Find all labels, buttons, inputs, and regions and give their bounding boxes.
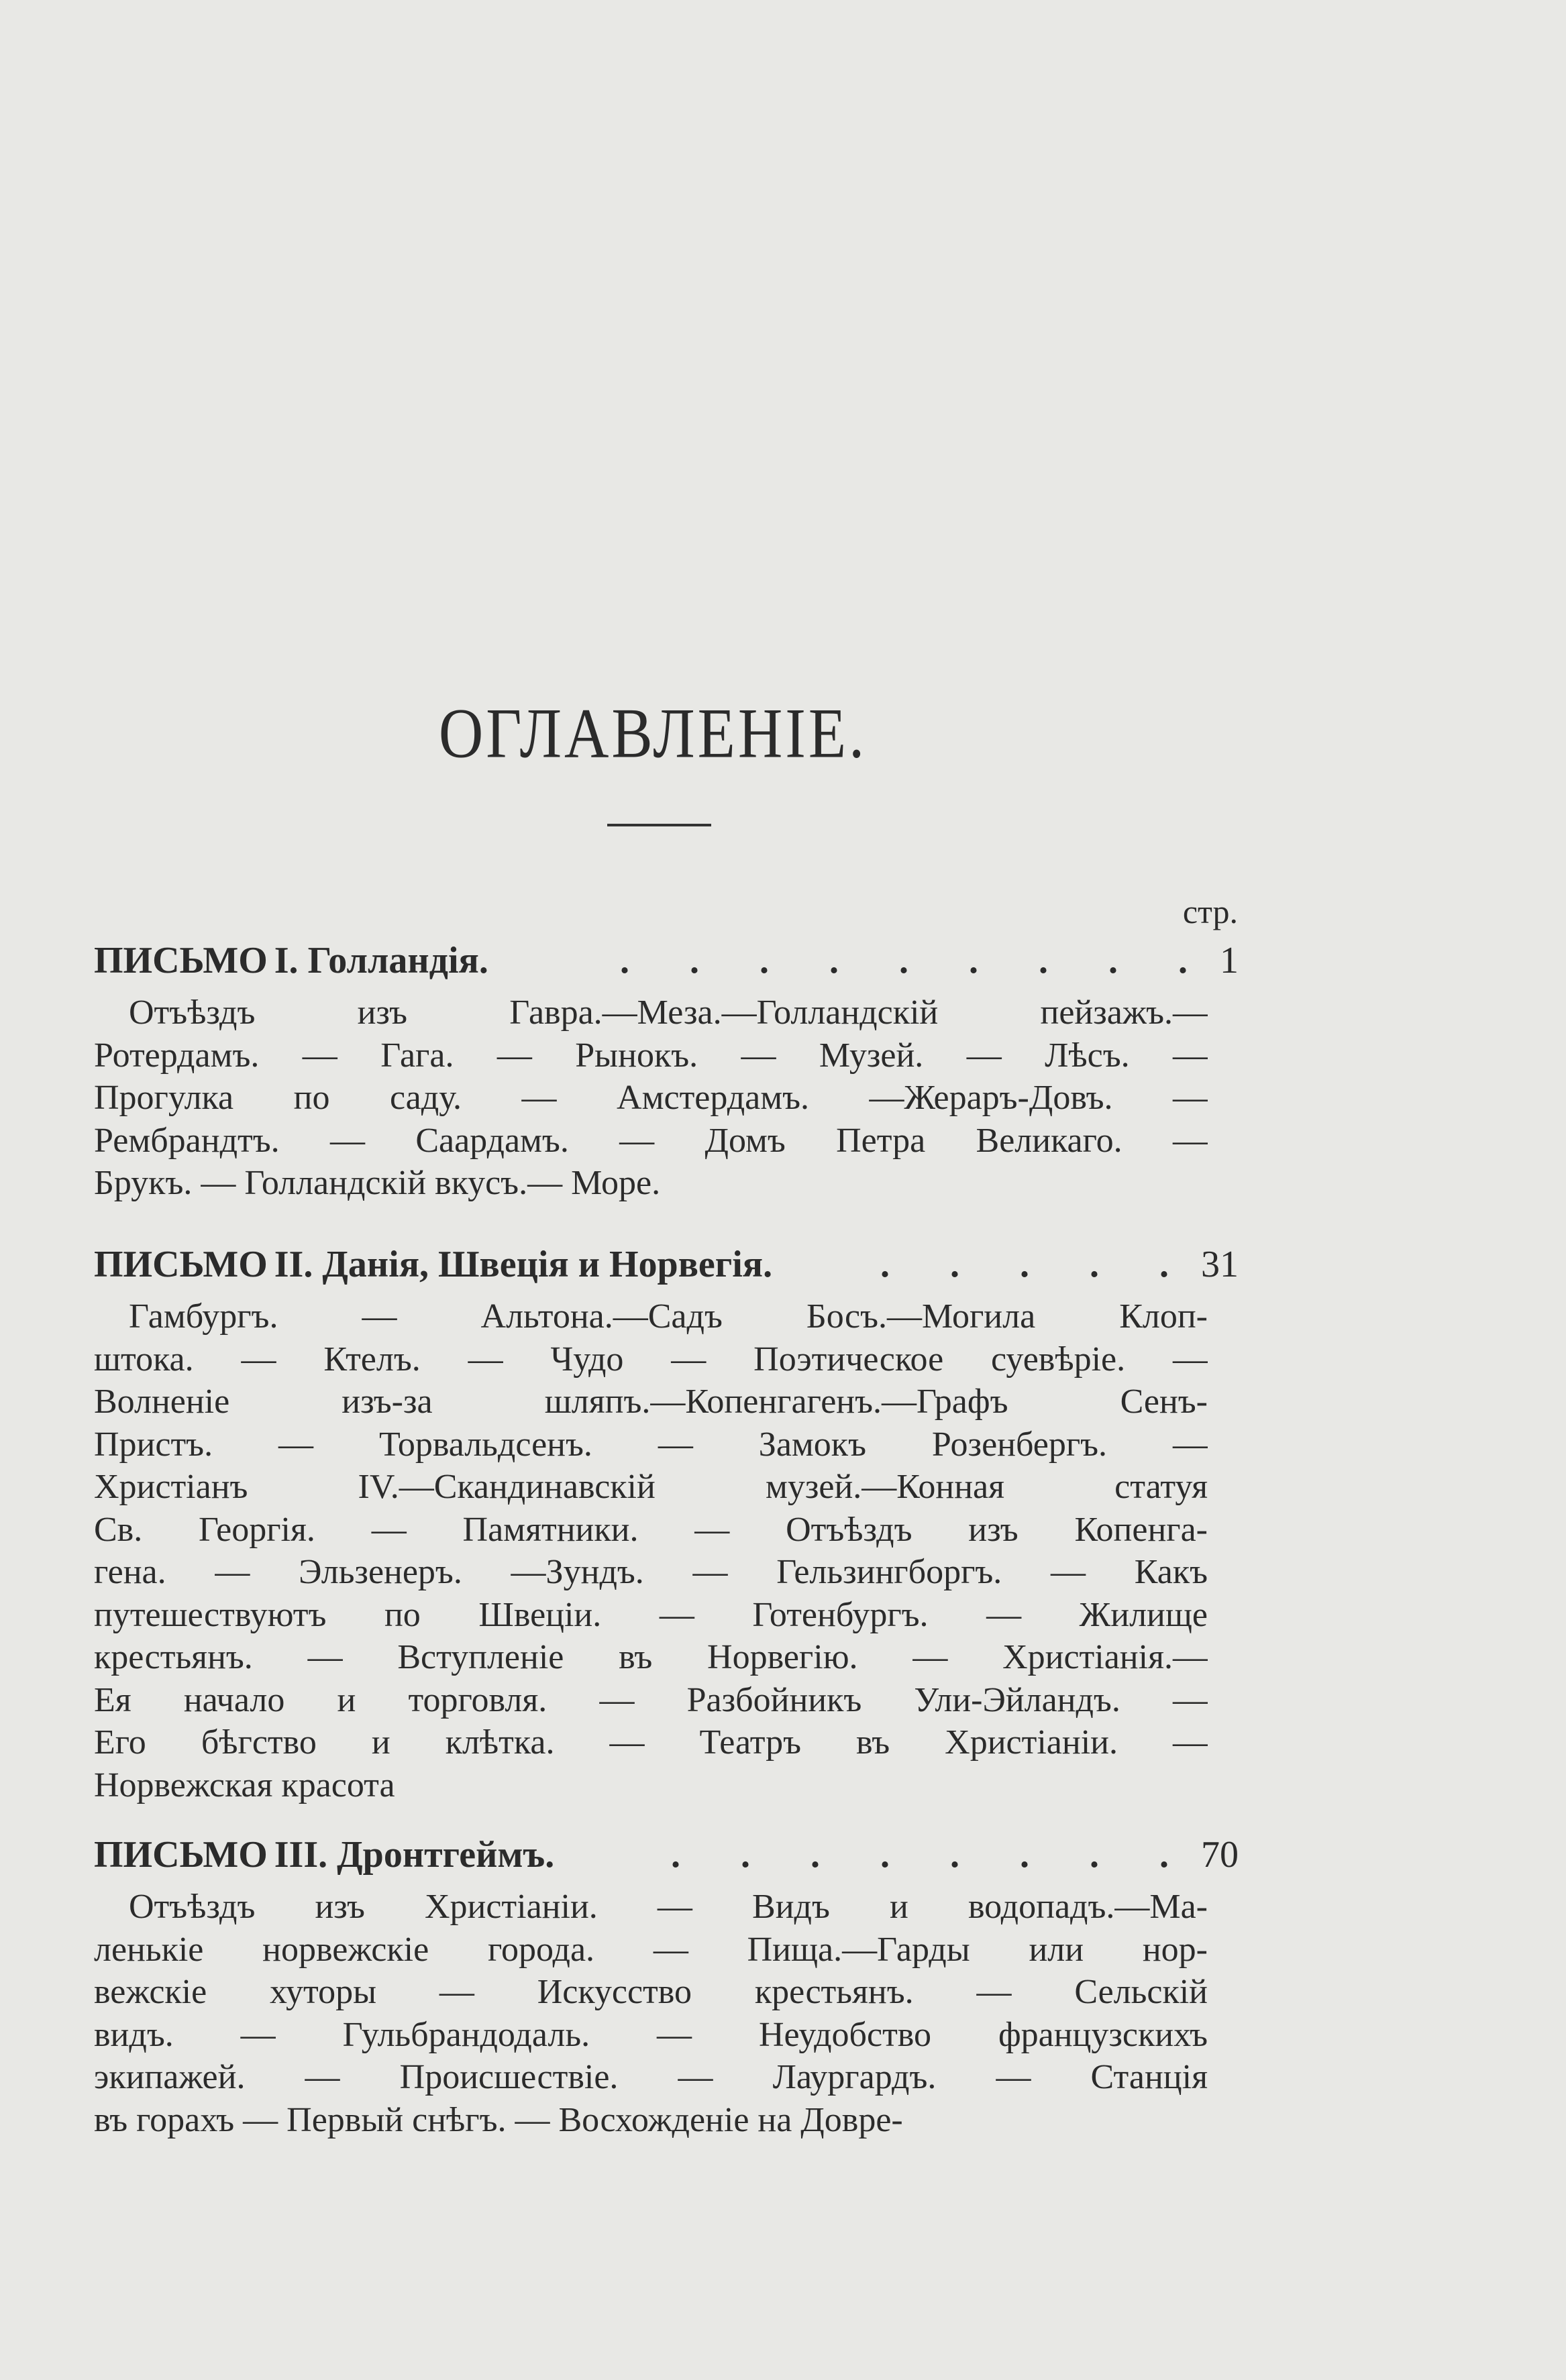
summary-line: Пристъ. — Торвальдсенъ. — Замокъ Розенбергъ. —: [94, 1425, 1208, 1464]
summary-line: Св. Георгія. — Памятники. — Отъѣздъ изъ Копенга-: [94, 1510, 1208, 1549]
dot-leader: . . . . . . . . .: [620, 940, 1213, 981]
chapter-name: Дронтгеймъ.: [337, 1834, 555, 1876]
summary-line: Гамбургъ. — Альтона.—Садъ Босъ.—Могила Клоп-: [129, 1297, 1208, 1336]
chapter-name: Голландія.: [307, 940, 488, 981]
page-number: 70: [1201, 1834, 1239, 1876]
toc-entry-heading: [94, 1243, 1239, 1290]
letter-number: II.: [274, 1244, 313, 1285]
summary-line: въ горахъ — Первый снѣгъ. — Восхожденіе на Довре-: [94, 2100, 903, 2139]
page-title: ОГЛАВЛЕНІЕ.: [438, 694, 868, 773]
summary-line: Отъѣздъ изъ Христіаніи. — Видъ и водопадъ.—Ма-: [129, 1888, 1208, 1926]
toc-entry-heading: [94, 1833, 1239, 1880]
summary-line: экипажей. — Происшествіе. — Лаургардъ. — Станція: [94, 2058, 1208, 2096]
letter-label: ПИСЬМО: [94, 1834, 268, 1876]
summary-line: Христіанъ IV.—Скандинавскій музей.—Конная статуя: [94, 1468, 1208, 1506]
summary-line: Прогулка по саду. — Амстердамъ. —Жераръ-Довъ. —: [94, 1079, 1208, 1117]
summary-line: Ротердамъ. — Гага. — Рынокъ. — Музей. — Лѣсъ. —: [94, 1036, 1208, 1075]
summary-line: штока. — Ктелъ. — Чудо — Поэтическое суевѣріе. —: [94, 1340, 1208, 1378]
chapter-summary: [94, 1295, 1208, 1806]
summary-line: Отъѣздъ изъ Гавра.—Меза.—Голландскій пейзажъ.—: [129, 993, 1208, 1032]
summary-line: гена. — Эльзенеръ. —Зундъ. — Гельзингборгъ. — Какъ: [94, 1553, 1208, 1591]
chapter-summary: [94, 1886, 1208, 2141]
summary-line: Волненіе изъ-за шляпъ.—Копенгагенъ.—Графъ Сенъ-: [94, 1383, 1208, 1421]
letter-label: ПИСЬМО: [94, 1244, 268, 1285]
summary-line: Брукъ. — Голландскій вкусъ.— Море.: [94, 1164, 661, 1202]
letter-label: ПИСЬМО: [94, 940, 268, 981]
summary-line: Ея начало и торговля. — Разбойникъ Ули-Эйландъ. —: [94, 1680, 1208, 1719]
dot-leader: . . . . . . . .: [671, 1834, 1194, 1876]
page-column-label: стр.: [1182, 893, 1238, 930]
summary-line: путешествуютъ по Швеціи. — Готенбургъ. — Жилище: [94, 1595, 1208, 1634]
letter-number: I.: [274, 940, 299, 981]
summary-line: Его бѣгство и клѣтка. — Театръ въ Христіаніи. —: [94, 1723, 1208, 1762]
dot-leader: . . . . .: [880, 1244, 1194, 1285]
toc-entry-letter-3: [94, 1833, 1239, 2141]
summary-line: крестьянъ. — Вступленіе въ Норвегію. — Христіанія.—: [94, 1638, 1208, 1676]
page-number: 1: [1220, 940, 1239, 981]
summary-line: ленькіе норвежскіе города. — Пища.—Гарды или нор-: [94, 1930, 1208, 1969]
summary-line: Рембрандтъ. — Саардамъ. — Домъ Петра Великаго. —: [94, 1121, 1208, 1160]
letter-number: III.: [274, 1834, 328, 1876]
toc-entry-heading: [94, 939, 1239, 986]
summary-line: Норвежская красота: [94, 1766, 395, 1804]
toc-entry-letter-2: [94, 1243, 1239, 1806]
toc-entry-letter-1: [94, 939, 1239, 1205]
summary-line: вежскіе хуторы — Искусство крестьянъ. — Сельскій: [94, 1973, 1208, 2011]
page-number: 31: [1201, 1244, 1239, 1285]
title-divider: [607, 824, 711, 826]
chapter-summary: [94, 991, 1208, 1205]
chapter-name: Данія, Швеція и Норвегія.: [322, 1244, 773, 1285]
summary-line: видъ. — Гульбрандодаль. — Неудобство французскихъ: [94, 2015, 1208, 2054]
